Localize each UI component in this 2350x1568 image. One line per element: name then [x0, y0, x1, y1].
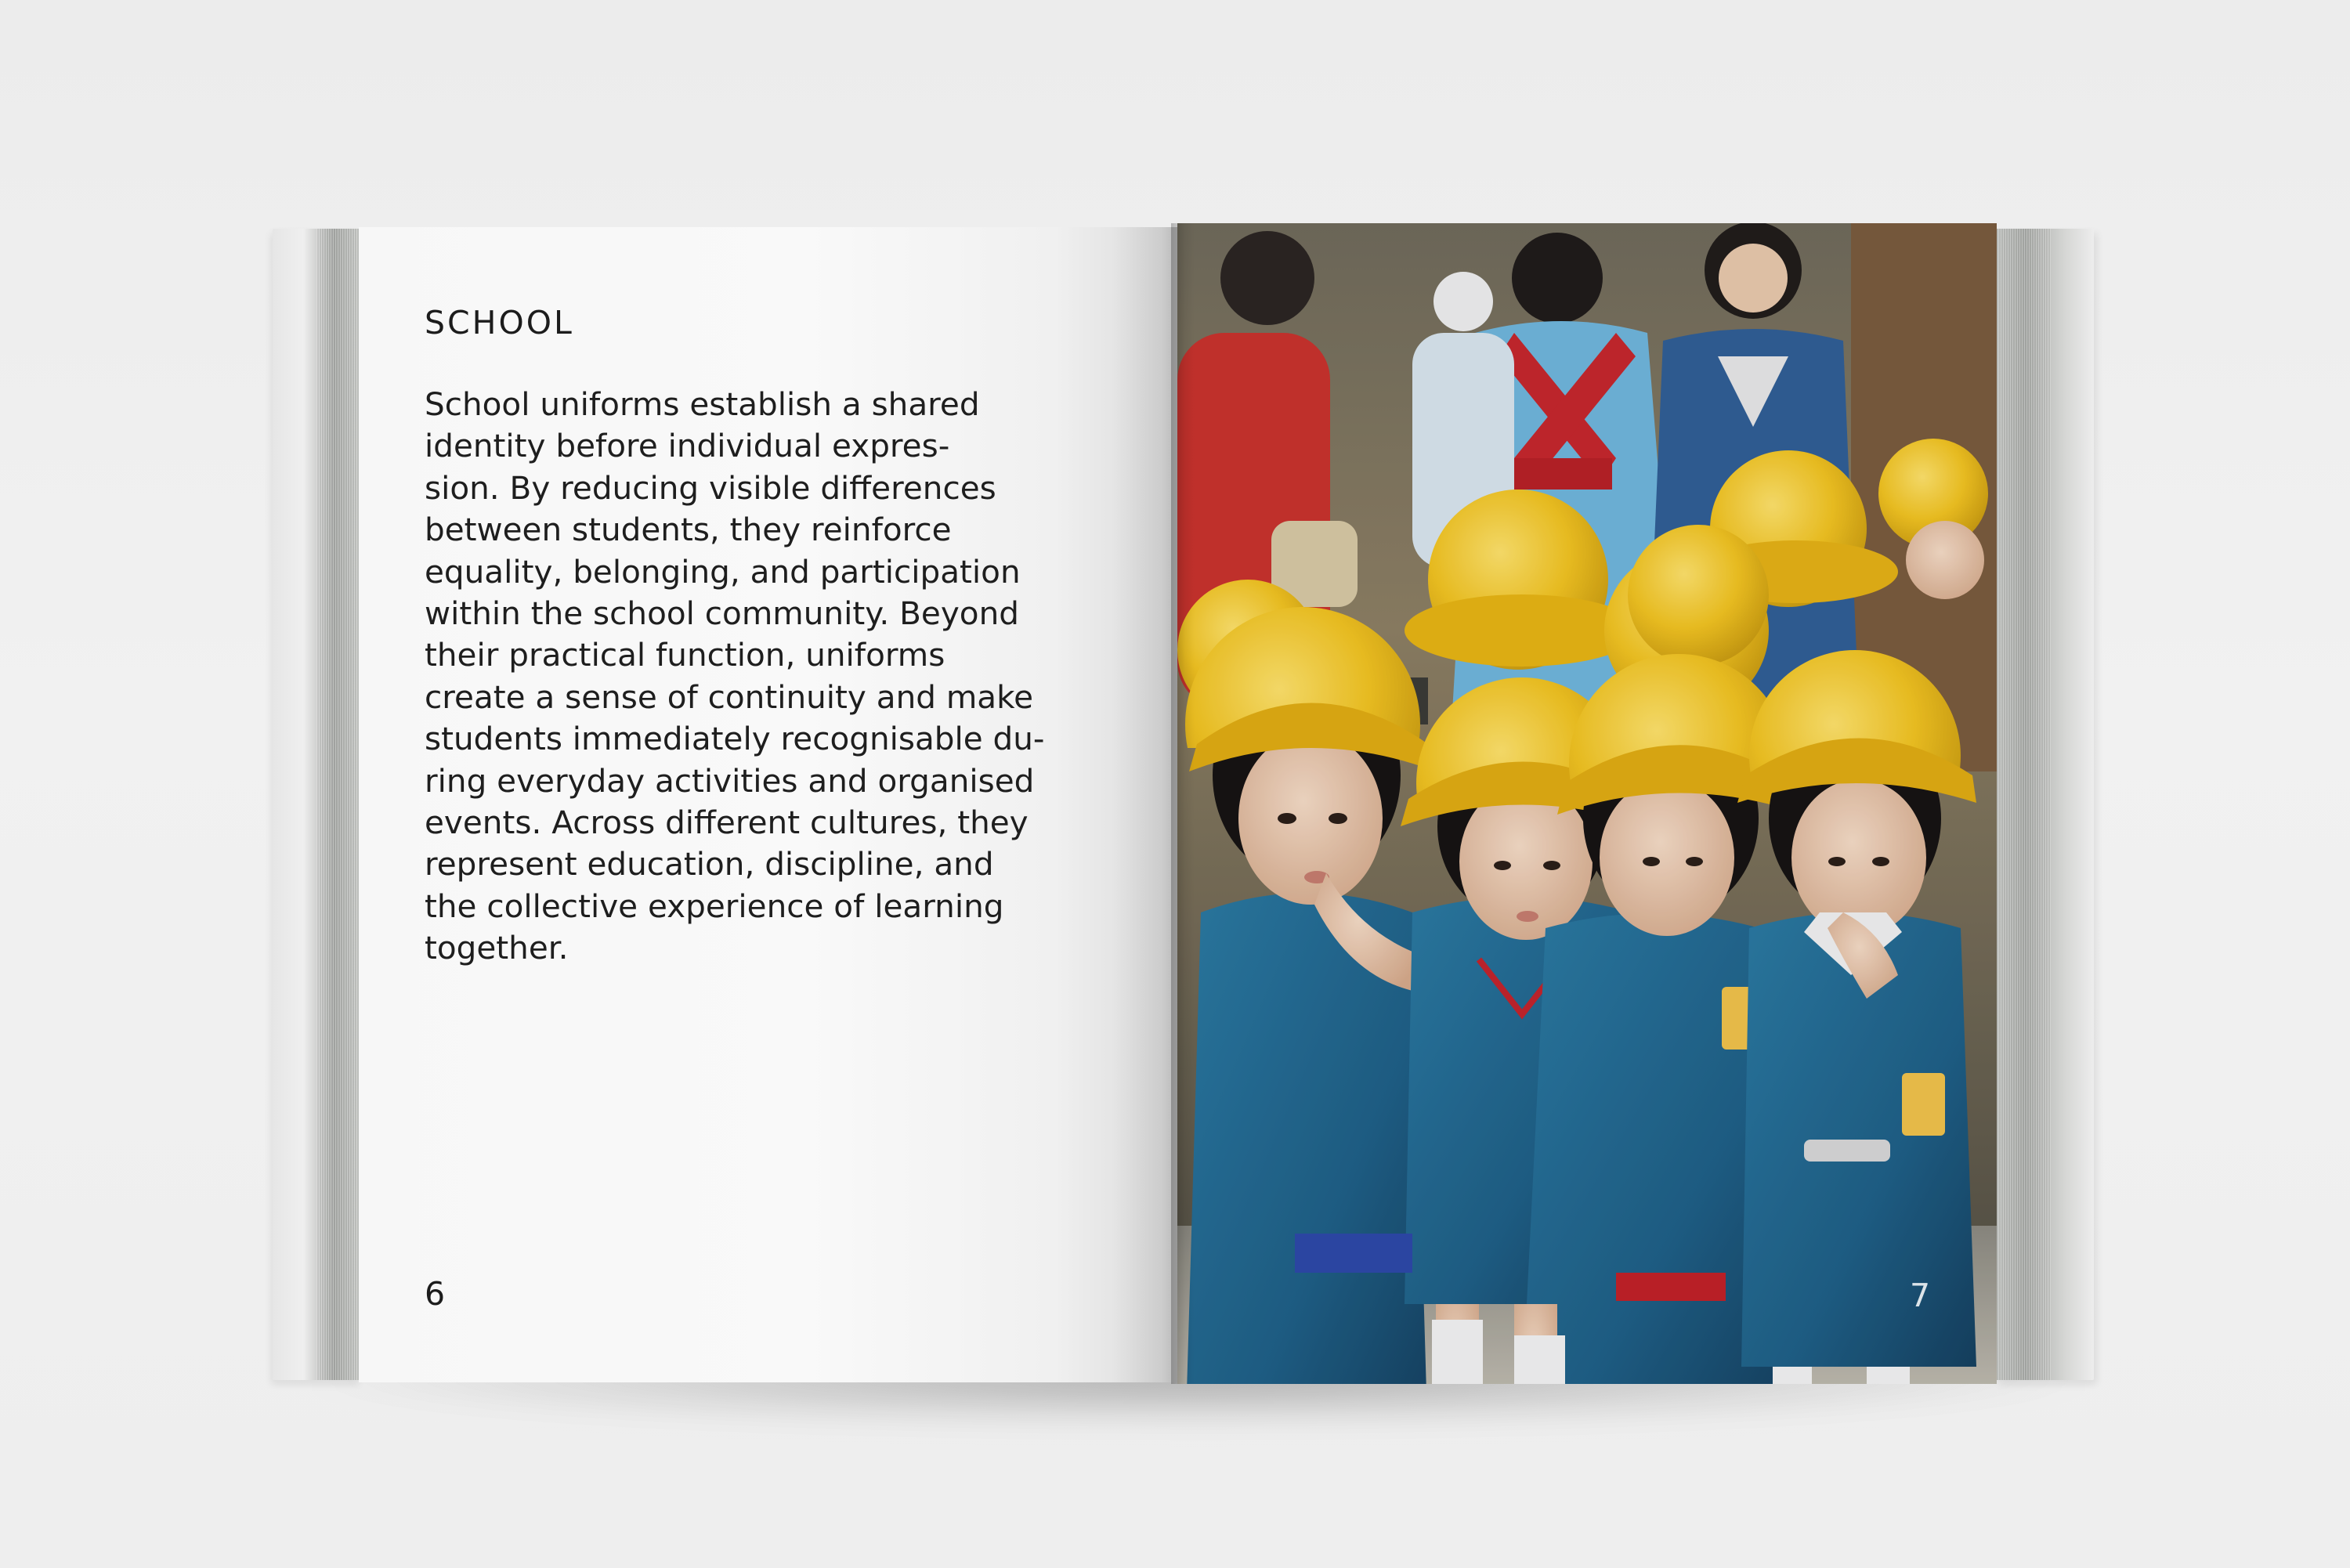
- body-line: equality, belonging, and participation: [425, 552, 1021, 591]
- gutter-shadow: [1112, 227, 1183, 1382]
- body-line: events. Across different cultures, they: [425, 804, 1029, 842]
- left-page: [359, 227, 1177, 1382]
- page-number-right: 7: [1910, 1277, 1931, 1314]
- body-line: ring everyday activities and organised: [425, 761, 1035, 800]
- body-line: together.: [425, 929, 569, 967]
- right-page: [1177, 223, 1997, 1384]
- page-number-left: 6: [425, 1275, 446, 1313]
- left-page-stack-edge: [273, 229, 360, 1380]
- body-line: between students, they reinforce: [425, 511, 952, 549]
- section-title: SCHOOL: [425, 304, 574, 341]
- body-line: the collective experience of learning: [425, 887, 1004, 925]
- body-line: School uniforms establish a shared: [425, 385, 980, 423]
- body-line: students immediately recognisable du-: [425, 720, 1045, 758]
- body-line: represent education, discipline, and: [425, 845, 994, 883]
- body-line: within the school community. Beyond: [425, 594, 1019, 633]
- body-line: their practical function, uniforms: [425, 636, 945, 674]
- right-page-stack-edge: [1996, 229, 2094, 1380]
- photo-children-yellow-hats: [1177, 223, 1997, 1384]
- body-line: identity before individual expres-: [425, 427, 950, 465]
- body-line: sion. By reducing visible differences: [425, 468, 996, 507]
- body-text: [425, 384, 1075, 970]
- body-line: create a sense of continuity and make: [425, 677, 1034, 716]
